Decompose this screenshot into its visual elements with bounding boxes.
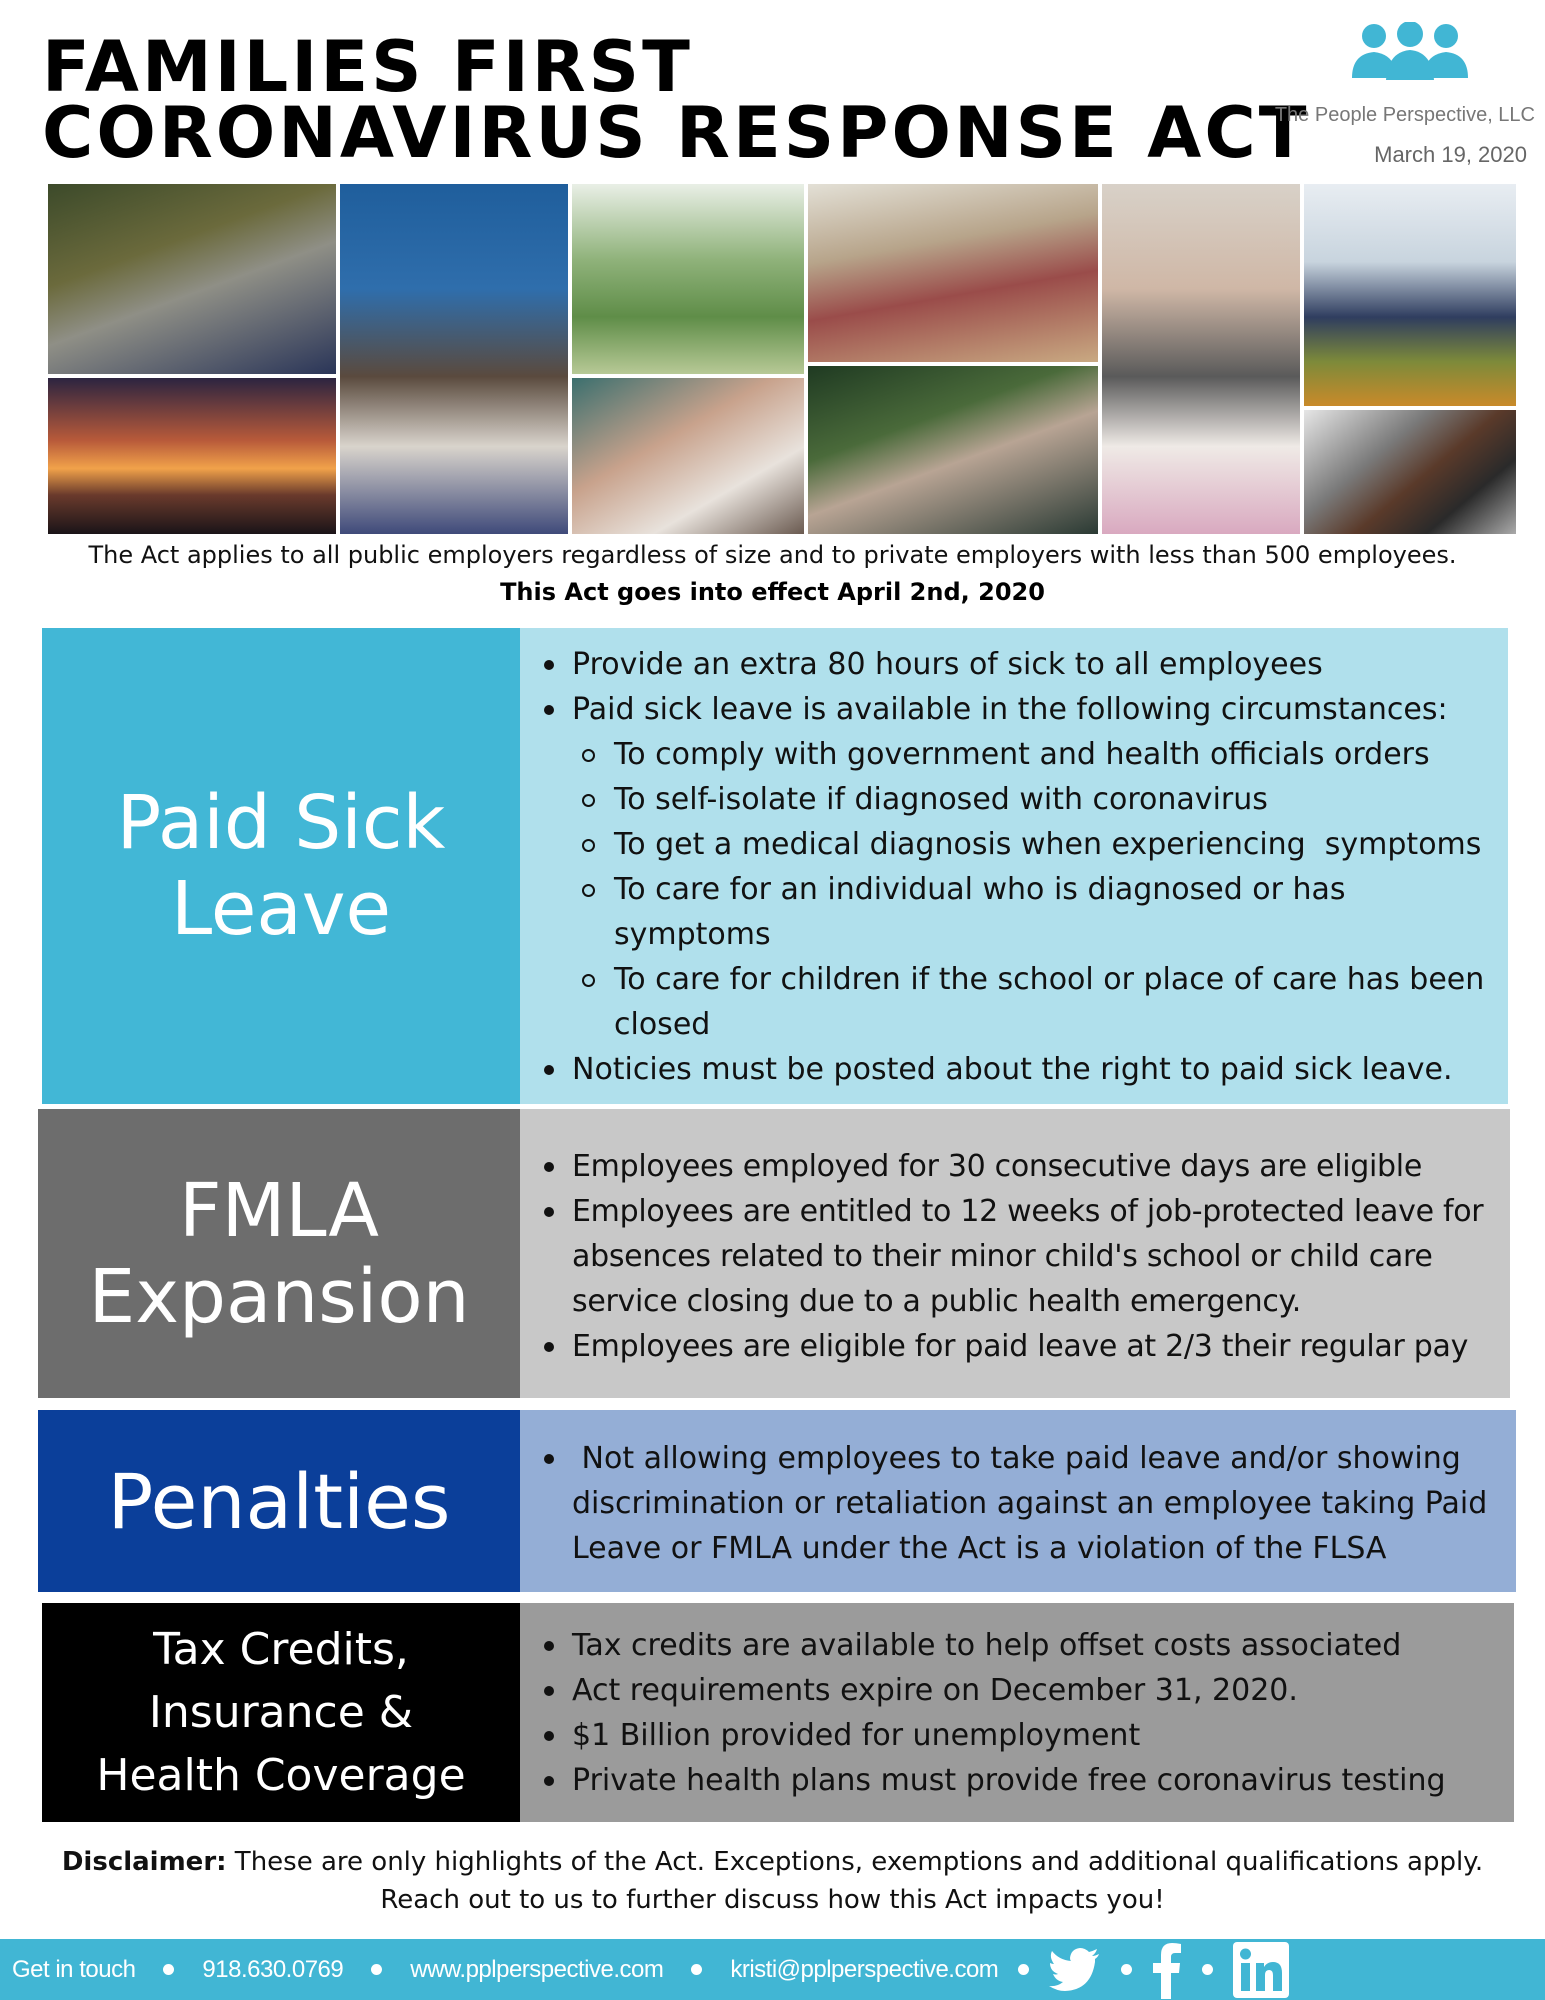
photo-child-on-shoulders xyxy=(1302,182,1518,408)
separator-dot xyxy=(691,1964,702,1975)
heading-line: FMLA xyxy=(179,1167,379,1254)
penalties-heading: Penalties xyxy=(38,1410,520,1592)
family-photo-collage xyxy=(46,182,1518,536)
photo-family-outdoors xyxy=(806,364,1100,536)
list-item: Act requirements expire on December 31, 2020. xyxy=(520,1668,1514,1713)
company-name: The People Perspective, LLC xyxy=(1274,104,1535,126)
list-item: Paid sick leave is available in the following circumstances: xyxy=(520,687,1502,732)
sub-list-item: To care for children if the school or place of care has been closed xyxy=(520,957,1502,1047)
list-item: Employees are eligible for paid leave at 2/3 their regular pay xyxy=(520,1324,1510,1369)
list-item: Tax credits are available to help offset costs associated xyxy=(520,1623,1514,1668)
separator-dot xyxy=(163,1964,174,1975)
linkedin-icon[interactable] xyxy=(1233,1942,1289,1998)
twitter-icon[interactable] xyxy=(1049,1948,1101,1992)
photo-parents-with-child xyxy=(338,182,570,536)
separator-dot xyxy=(1121,1964,1132,1975)
effective-date-note: This Act goes into effect April 2nd, 2020 xyxy=(500,578,1045,606)
photo-family-dinner xyxy=(806,182,1100,364)
sub-list-item: To comply with government and health officials orders xyxy=(520,732,1502,777)
disclaimer xyxy=(0,1843,1545,1919)
title-line-2: CORONAVIRUS RESPONSE ACT xyxy=(42,92,1310,174)
page-title xyxy=(42,26,1310,174)
paid-sick-leave-heading xyxy=(42,628,520,1104)
fmla-expansion-heading xyxy=(38,1109,520,1398)
section-tax-credits xyxy=(42,1603,1514,1822)
heading-line: Paid Sick xyxy=(116,780,446,866)
get-in-touch-label: Get in touch xyxy=(12,1955,136,1983)
sub-list-item: To get a medical diagnosis when experiencing symptoms xyxy=(520,822,1502,867)
photo-family-in-park xyxy=(570,182,806,376)
disclaimer-label: Disclaimer: xyxy=(61,1847,227,1877)
email-link[interactable]: kristi@pplperspective.com xyxy=(730,1955,999,1983)
phone-link[interactable]: 918.630.0769 xyxy=(202,1955,344,1983)
publish-date: March 19, 2020 xyxy=(1374,142,1527,167)
people-group-icon xyxy=(1350,22,1470,84)
photo-family-in-bed xyxy=(570,376,806,536)
tax-credits-body xyxy=(520,1603,1514,1822)
heading-line: Tax Credits, xyxy=(153,1624,409,1675)
contact-footer xyxy=(0,1939,1545,2000)
fmla-expansion-body xyxy=(520,1109,1510,1398)
list-item: Not allowing employees to take paid leave and/or showing discrimination or retaliation against an employee taking Paid Leave or FMLA under the Act is a violation of the FLSA xyxy=(520,1436,1516,1571)
disclaimer-text: These are only highlights of the Act. Exceptions, exemptions and additional qualifications apply. xyxy=(226,1847,1484,1877)
photo-grandfather-and-child xyxy=(1100,182,1302,536)
photo-family-portrait xyxy=(46,182,338,376)
list-item: $1 Billion provided for unemployment xyxy=(520,1713,1514,1758)
list-item: Employees are entitled to 12 weeks of job-protected leave for absences related to their minor child's school or child care service closing due to a public health emergency. xyxy=(520,1189,1510,1324)
photo-handshake xyxy=(1302,408,1518,536)
section-fmla-expansion xyxy=(38,1109,1510,1398)
heading-line: Leave xyxy=(170,866,392,952)
applicability-note: The Act applies to all public employers regardless of size and to private employers with less than 500 employees. xyxy=(88,541,1457,569)
separator-dot xyxy=(1202,1964,1213,1975)
tax-credits-heading xyxy=(42,1603,520,1822)
heading-line: Insurance & xyxy=(148,1687,414,1738)
section-paid-sick-leave xyxy=(42,628,1508,1104)
photo-sunset-silhouettes xyxy=(46,376,338,536)
list-item: Employees employed for 30 consecutive days are eligible xyxy=(520,1144,1510,1189)
separator-dot xyxy=(1018,1964,1029,1975)
sub-list-item: To self-isolate if diagnosed with coronavirus xyxy=(520,777,1502,822)
list-item: Provide an extra 80 hours of sick to all employees xyxy=(520,642,1502,687)
list-item: Private health plans must provide free coronavirus testing xyxy=(520,1758,1514,1803)
section-penalties xyxy=(38,1410,1516,1592)
sub-list-item: To care for an individual who is diagnosed or has symptoms xyxy=(520,867,1502,957)
disclaimer-line-2: Reach out to us to further discuss how this Act impacts you! xyxy=(380,1885,1165,1915)
heading-line: Expansion xyxy=(88,1253,470,1340)
separator-dot xyxy=(371,1964,382,1975)
list-item: Noticies must be posted about the right to paid sick leave. xyxy=(520,1047,1502,1092)
paid-sick-leave-body xyxy=(520,628,1508,1104)
penalties-body xyxy=(520,1410,1516,1592)
heading-line: Health Coverage xyxy=(96,1750,466,1801)
website-link[interactable]: www.pplperspective.com xyxy=(410,1955,664,1983)
facebook-icon[interactable] xyxy=(1152,1941,1182,1999)
title-line-1: FAMILIES FIRST xyxy=(42,26,693,108)
